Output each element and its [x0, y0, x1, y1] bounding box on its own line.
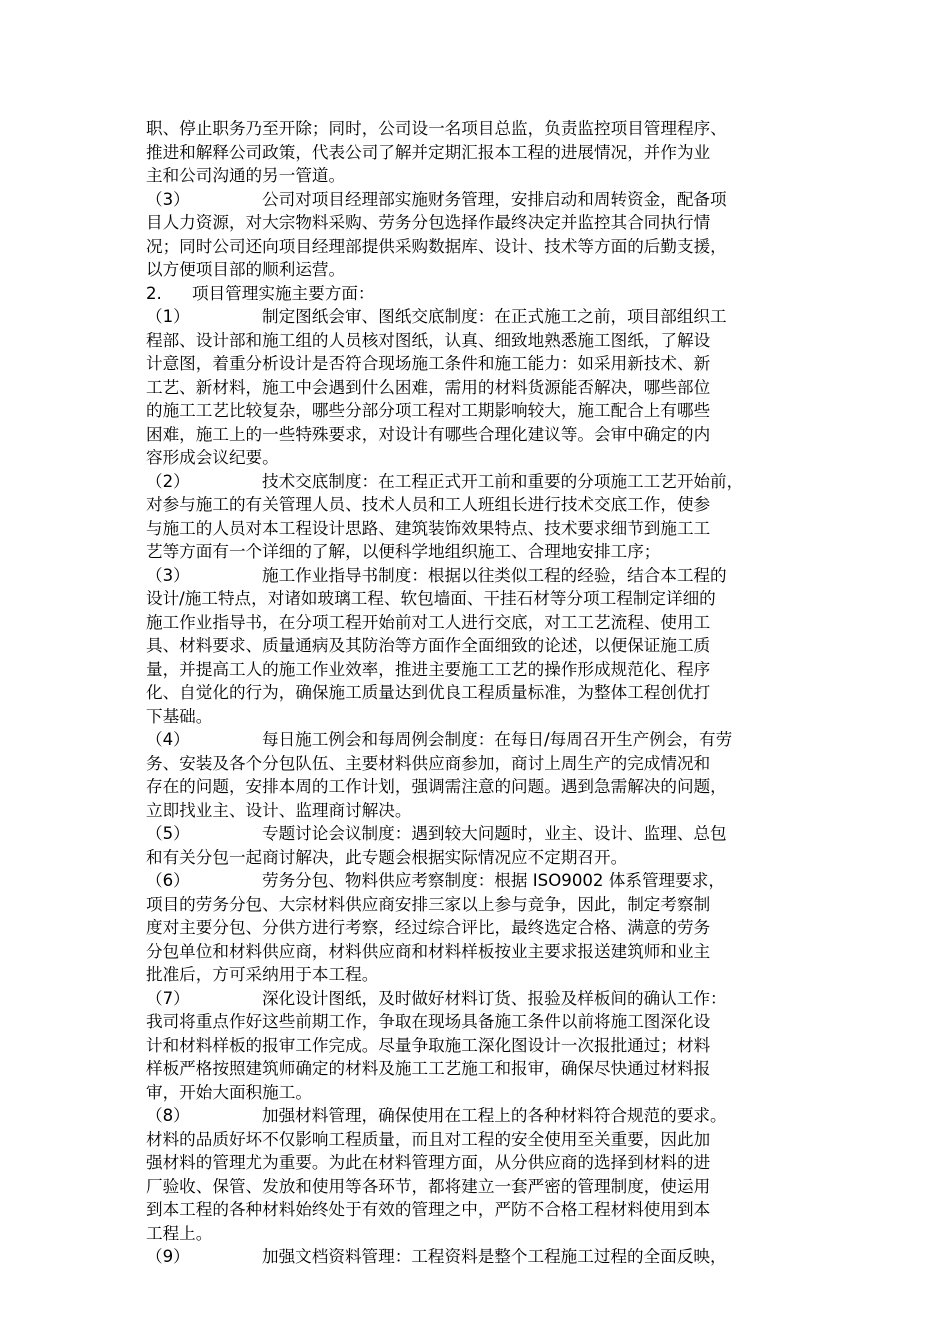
numbered-paragraph-start	[146, 822, 810, 846]
line-text: 项目管理实施主要方面：	[192, 283, 375, 303]
line-text: 我司将重点作好这些前期工作，争取在现场具备施工条件以前将施工图深化设	[146, 1012, 711, 1031]
line-text: 和有关分包一起商讨解决，此专题会根据实际情况应不定期召开。	[146, 847, 628, 867]
line-text: 材料的品质好坏不仅影响工程质量，而且对工程的安全使用至关重要，因此加	[146, 1129, 711, 1149]
line-text: 的施工工艺比较复杂，哪些分部分项工程对工期影响较大，施工配合上有哪些	[146, 401, 711, 420]
item-number: （5）	[146, 824, 190, 843]
item-number: （1）	[146, 307, 190, 326]
line-text: 厂验收、保管、发放和使用等各环节，都将建立一套严密的管理制度，使运用	[146, 1176, 711, 1196]
paragraph-line	[146, 258, 810, 282]
paragraph-line	[146, 1057, 810, 1081]
line-text: 存在的问题，安排本周的工作计划，强调需注意的问题。遇到急需解决的问题，	[146, 777, 727, 796]
item-number: （3）	[146, 189, 190, 209]
item-number: （2）	[146, 471, 190, 491]
paragraph-line	[146, 1198, 810, 1222]
paragraph-line	[146, 940, 810, 964]
line-text: 项目的劳务分包、大宗材料供应商安排三家以上参与竞争，因此，制定考察制	[146, 894, 711, 914]
line-text: 工艺、新材料，施工中会遇到什么困难，需用的材料货源能否解决，哪些部位	[146, 377, 711, 397]
paragraph-line	[146, 1081, 810, 1105]
line-text: 每日施工例会和每周例会制度：在每日/每周召开生产例会，有劳	[262, 730, 733, 749]
paragraph-line	[146, 211, 810, 235]
item-number: （4）	[146, 730, 190, 749]
item-number: （6）	[146, 871, 190, 890]
numbered-paragraph-start	[146, 188, 810, 212]
line-text: 况；同时公司还向项目经理部提供采购数据库、设计、技术等方面的后勤支援，	[146, 236, 727, 256]
line-text: 容形成会议纪要。	[146, 448, 279, 467]
line-text: 目人力资源，对大宗物料采购、劳务分包选择作最终决定并监控其合同执行情	[146, 213, 711, 232]
line-text: 专题讨论会议制度：遇到较大问题时，业主、设计、监理、总包	[262, 824, 727, 843]
line-text: 技术交底制度：在工程正式开工前和重要的分项施工工艺开始前，	[262, 471, 744, 491]
line-text: 加强材料管理，确保使用在工程上的各种材料符合规范的要求。	[262, 1106, 727, 1125]
paragraph-line	[146, 634, 810, 658]
paragraph-line	[146, 916, 810, 940]
item-number: （7）	[146, 988, 190, 1008]
line-text: 设计/施工特点，对诸如玻璃工程、软包墙面、干挂石材等分项工程制定详细的	[146, 589, 716, 608]
line-text: 主和公司沟通的另一管道。	[146, 166, 346, 185]
line-text: 下基础。	[146, 706, 213, 726]
paragraph-line	[146, 376, 810, 400]
paragraph-line	[146, 117, 810, 141]
paragraph-line	[146, 164, 810, 188]
line-text: 施工作业指导书制度：根据以往类似工程的经验，结合本工程的	[262, 565, 727, 585]
line-text: 劳务分包、物料供应考察制度：根据 ISO9002 体系管理要求，	[262, 871, 725, 890]
line-text: 强材料的管理尤为重要。为此在材料管理方面，从分供应商的选择到材料的进	[146, 1153, 711, 1172]
paragraph-line	[146, 446, 810, 470]
paragraph-line	[146, 799, 810, 823]
numbered-paragraph-start	[146, 470, 810, 494]
numbered-paragraph-start	[146, 305, 810, 329]
paragraph-line	[146, 540, 810, 564]
line-text: 推进和解释公司政策，代表公司了解并定期汇报本工程的进展情况，并作为业	[146, 142, 711, 162]
paragraph-line	[146, 493, 810, 517]
paragraph-line	[146, 658, 810, 682]
numbered-paragraph-start	[146, 869, 810, 893]
paragraph-line	[146, 681, 810, 705]
paragraph-line	[146, 352, 810, 376]
paragraph-line	[146, 963, 810, 987]
line-text: 与施工的人员对本工程设计思路、建筑装饰效果特点、技术要求细节到施工工	[146, 518, 711, 538]
numbered-paragraph-start	[146, 1104, 810, 1128]
numbered-paragraph-start	[146, 1245, 810, 1269]
line-text: 审，开始大面积施工。	[146, 1082, 312, 1102]
line-text: 加强文档资料管理：工程资料是整个工程施工过程的全面反映，	[262, 1247, 727, 1266]
line-text: 程部、设计部和施工组的人员核对图纸，认真、细致地熟悉施工图纸，了解设	[146, 330, 711, 350]
paragraph-line	[146, 705, 810, 729]
paragraph-line	[146, 587, 810, 611]
paragraph-line	[146, 329, 810, 353]
line-text: 职、停止职务乃至开除；同时，公司设一名项目总监，负责监控项目管理程序、	[146, 119, 727, 138]
line-text: 以方便项目部的顺利运营。	[146, 260, 346, 279]
line-text: 艺等方面有一个详细的了解，以便科学地组织施工、合理地安排工序；	[146, 542, 661, 561]
numbered-paragraph-start	[146, 564, 810, 588]
paragraph-line	[146, 1010, 810, 1034]
item-number: （9）	[146, 1247, 190, 1266]
paragraph-line	[146, 235, 810, 259]
line-text: 到本工程的各种材料始终处于有效的管理之中，严防不合格工程材料使用到本	[146, 1200, 711, 1219]
line-text: 工程上。	[146, 1223, 213, 1243]
paragraph-line	[146, 846, 810, 870]
line-text: 务、安装及各个分包队伍、主要材料供应商参加，商讨上周生产的完成情况和	[146, 753, 711, 773]
paragraph-line	[146, 611, 810, 635]
numbered-paragraph-start	[146, 987, 810, 1011]
paragraph-line	[146, 1034, 810, 1058]
line-text: 深化设计图纸，及时做好材料订货、报验及样板间的确认工作：	[262, 988, 727, 1008]
line-text: 度对主要分包、分供方进行考察，经过综合评比，最终选定合格、满意的劳务	[146, 918, 711, 937]
line-text: 困难，施工上的一些特殊要求，对设计有哪些合理化建议等。会审中确定的内	[146, 424, 711, 444]
paragraph-line	[146, 141, 810, 165]
paragraph-line	[146, 775, 810, 799]
paragraph-line	[146, 1222, 810, 1246]
line-text: 样板严格按照建筑师确定的材料及施工工艺施工和报审，确保尽快通过材料报	[146, 1059, 711, 1078]
line-text: 分包单位和材料供应商，材料供应商和材料样板按业主要求报送建筑师和业主	[146, 941, 711, 961]
line-text: 化、自觉化的行为，确保施工质量达到优良工程质量标准，为整体工程创优打	[146, 683, 711, 702]
paragraph-line	[146, 517, 810, 541]
line-text: 公司对项目经理部实施财务管理，安排启动和周转资金，配备项	[262, 189, 727, 209]
paragraph-line	[146, 1151, 810, 1175]
section-number: 2.	[146, 283, 162, 303]
item-number: （8）	[146, 1106, 190, 1125]
paragraph-line	[146, 1175, 810, 1199]
paragraph-line	[146, 893, 810, 917]
line-text: 制定图纸会审、图纸交底制度：在正式施工之前，项目部组织工	[262, 307, 727, 326]
document-page	[146, 117, 810, 1269]
paragraph-line	[146, 1128, 810, 1152]
line-text: 立即找业主、设计、监理商讨解决。	[146, 800, 412, 820]
line-text: 批准后，方可采纳用于本工程。	[146, 965, 379, 984]
line-text: 计和材料样板的报审工作完成。尽量争取施工深化图设计一次报批通过；材料	[146, 1035, 711, 1055]
numbered-paragraph-start	[146, 728, 810, 752]
line-text: 量，并提高工人的施工作业效率，推进主要施工工艺的操作形成规范化、程序	[146, 659, 711, 679]
line-text: 施工作业指导书，在分项工程开始前对工人进行交底，对工工艺流程、使用工	[146, 612, 711, 632]
section-heading	[146, 282, 810, 306]
line-text: 对参与施工的有关管理人员、技术人员和工人班组长进行技术交底工作，使参	[146, 495, 711, 514]
paragraph-line	[146, 399, 810, 423]
paragraph-line	[146, 423, 810, 447]
paragraph-line	[146, 752, 810, 776]
line-text: 计意图，着重分析设计是否符合现场施工条件和施工能力：如采用新技术、新	[146, 354, 711, 373]
line-text: 具、材料要求、质量通病及其防治等方面作全面细致的论述，以便保证施工质	[146, 636, 711, 655]
item-number: （3）	[146, 565, 190, 585]
